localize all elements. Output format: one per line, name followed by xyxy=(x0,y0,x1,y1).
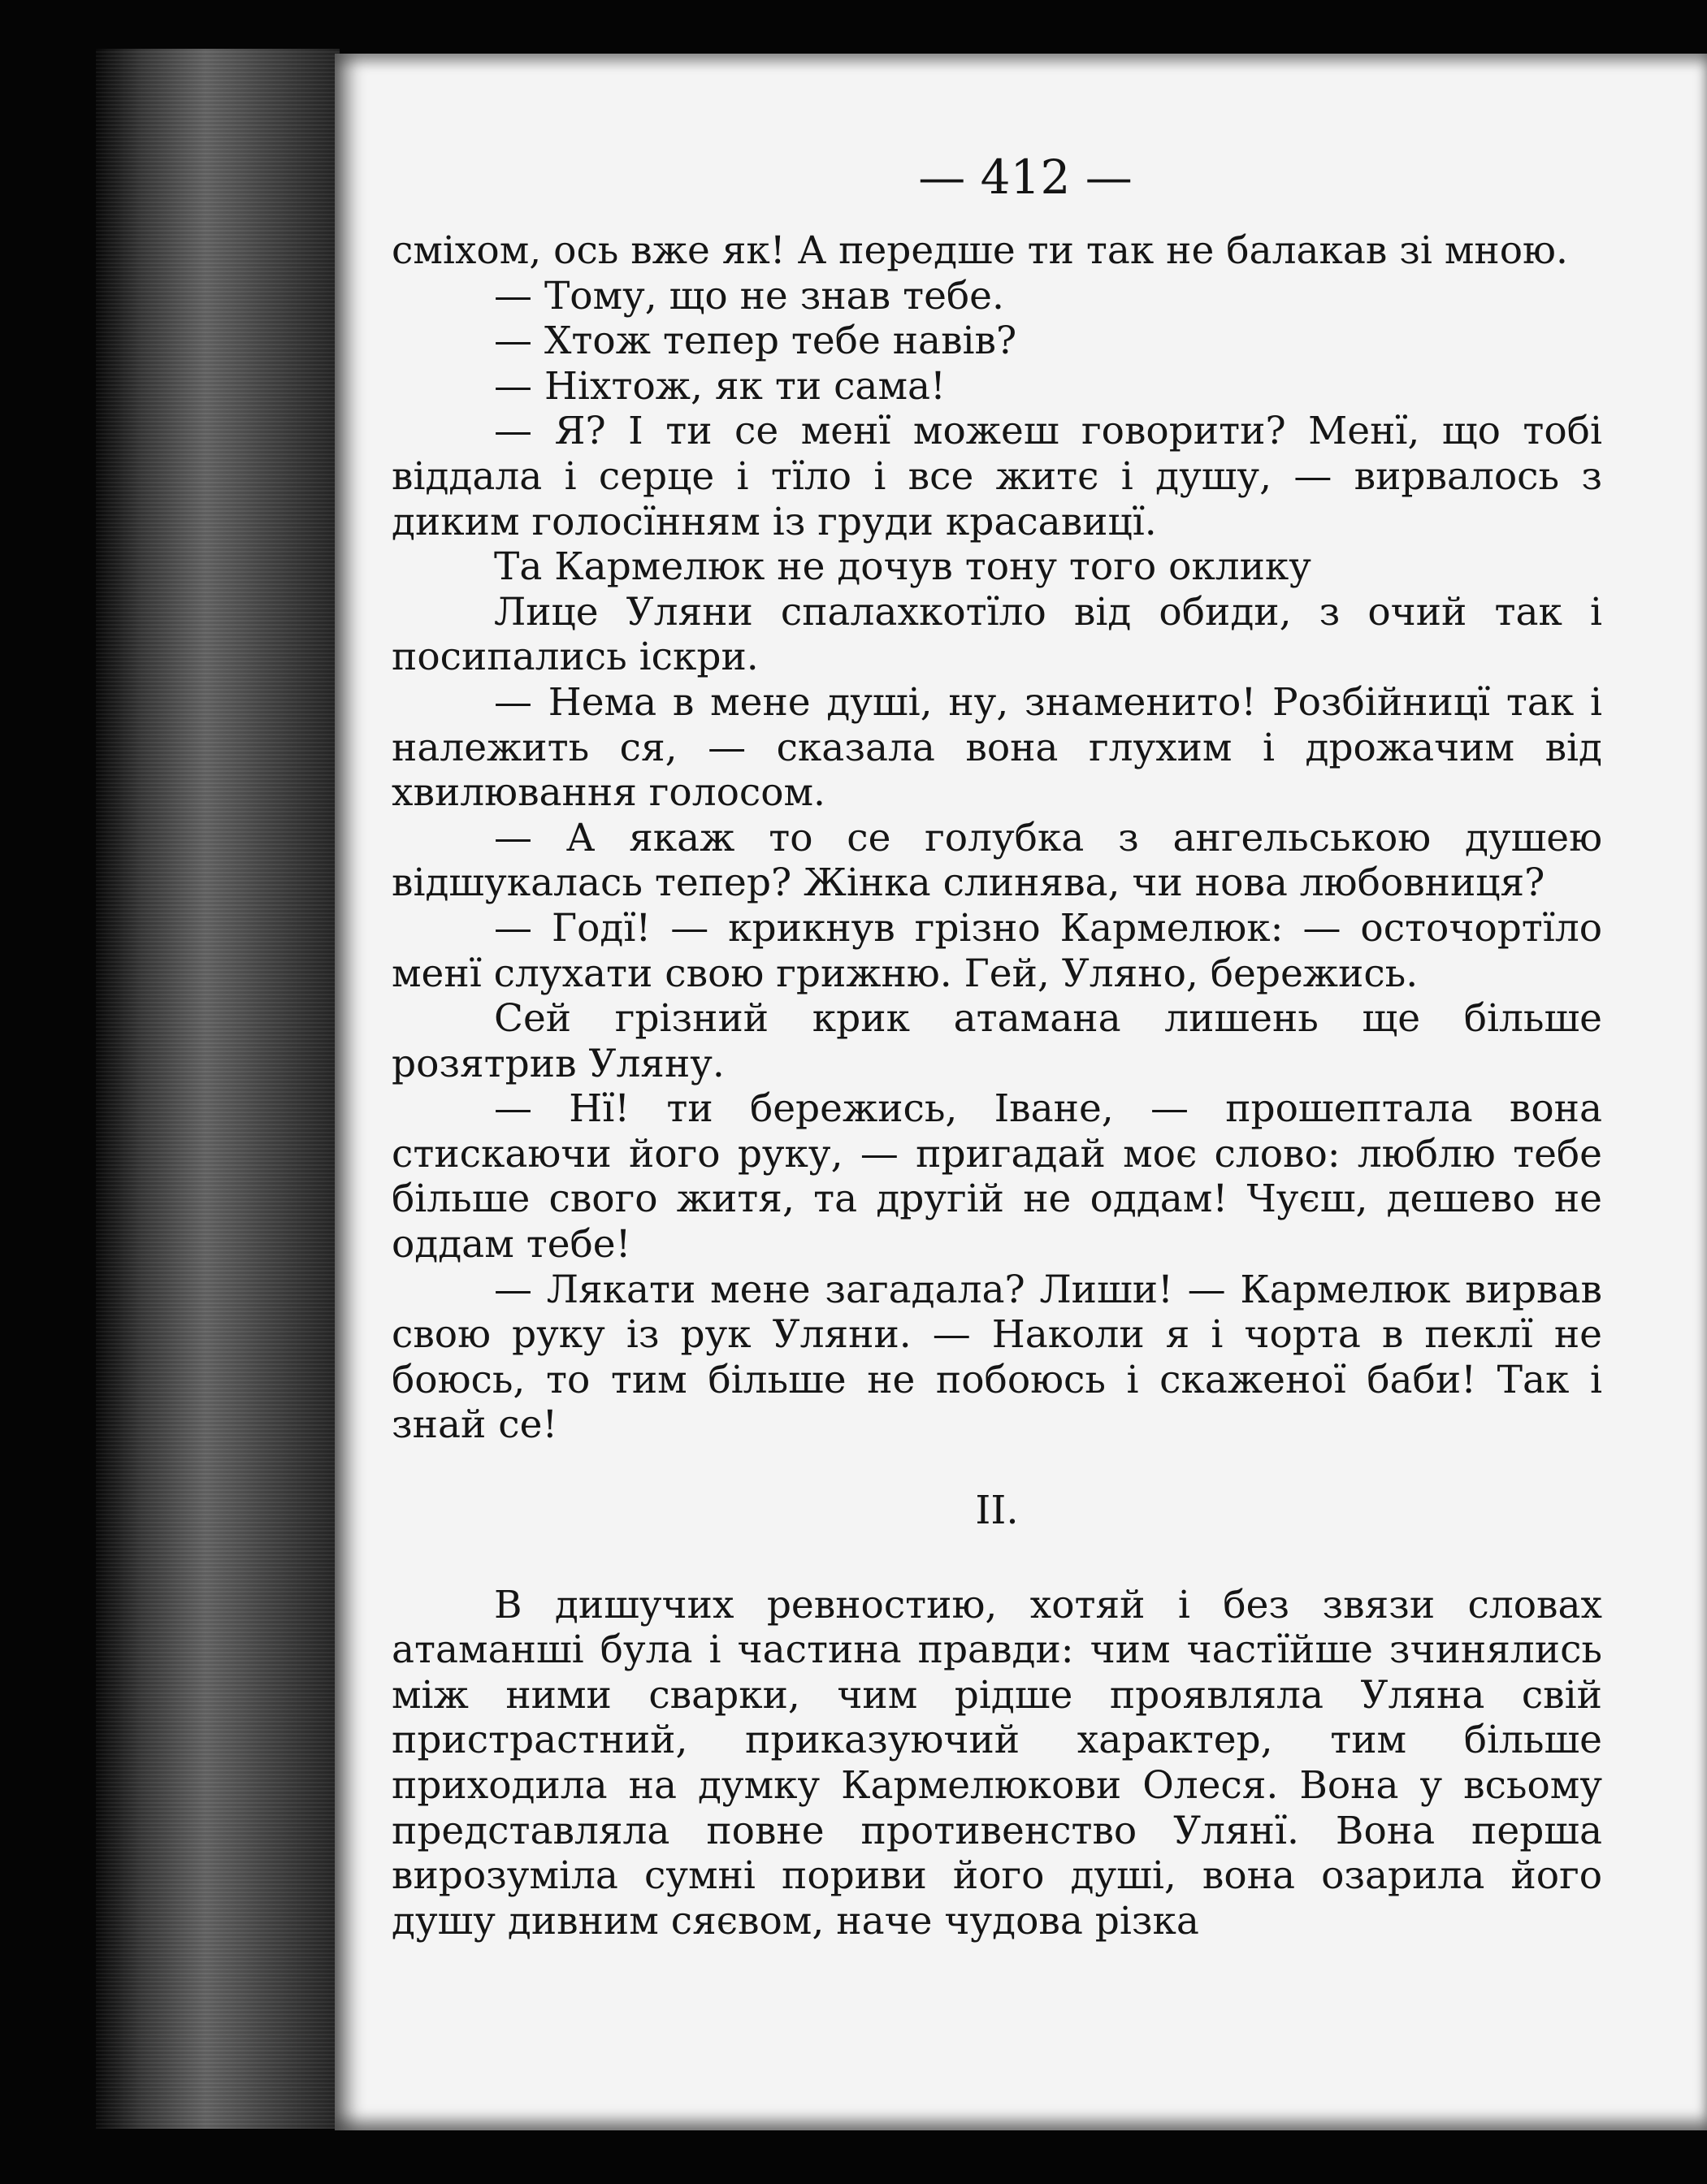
paragraph: — Тому, що не знав тебе. xyxy=(494,273,1004,318)
paragraph: Та Кармелюк не дочув тону того оклику xyxy=(494,544,1311,590)
paragraph: Лице Уляни спалахкотїло від обиди, з очий так і посипались іскри. xyxy=(392,589,1602,680)
paragraph: — Ніхтож, як ти сама! xyxy=(494,363,946,409)
page-sheet xyxy=(335,54,1707,2130)
paragraph: Сей грізний крик атамана лишень ще більше розятрив Уляну. xyxy=(392,996,1602,1086)
paragraph: — Я? І ти се менї можеш говорити? Менї, що тобі віддала і серце і тїло і все житє і душу, — вирвалось з диким голосїнням із груди красавицї. xyxy=(392,409,1602,544)
paragraph: — Лякати мене загадала? Лиши! — Кармелюк вирвав свою руку із рук Уляни. — Наколи я і чорта в пеклї не боюсь, то тим більше не побоюсь і скаженої баби! Так і знай се! xyxy=(392,1267,1602,1448)
paragraph: — Хтож тепер тебе навів? xyxy=(494,318,1017,364)
book-edge xyxy=(96,49,340,2129)
paragraph: сміхом, ось вже як! А передше ти так не балакав зі мною. xyxy=(392,228,1568,273)
page-text xyxy=(392,228,1602,1944)
paragraph: — А якаж то се голубка з ангельською душею відшукалась тепер? Жінка слинява, чи нова любовниця? xyxy=(392,815,1602,906)
paragraph: В дишучих ревностию, хотяй і без звязи словах атаманші була і частина правди: чим частїйше зчинялись між ними сварки, чим рідше проявляла Уляна свій пристрастний, приказуючий характер, тим більше приходила на думку Кармелюкови Олеся. Вона у всьому представляла повне противенство Улянї. Вона перша вирозуміла сумні пориви його душі, вона озарила його душу дивним сяєвом, наче чудова різка xyxy=(392,1582,1602,1944)
page-number: — 412 — xyxy=(918,150,1133,205)
chapter-heading: II. xyxy=(975,1488,1019,1534)
paragraph: — Годї! — крикнув грізно Кармелюк: — осточортїло менї слухати свою грижню. Гей, Уляно, бережись. xyxy=(392,905,1602,996)
paragraph: — Нї! ти бережись, Іване, — прошептала вона стискаючи його руку, — пригадай моє слово: люблю тебе більше свого житя, та другій не оддам! Чуєш, дешево не оддам тебе! xyxy=(392,1086,1602,1268)
paragraph: — Нема в мене душі, ну, знаменито! Розбійницї так і належить ся, — сказала вона глухим і дрожачим від хвилювання голосом. xyxy=(392,679,1602,816)
